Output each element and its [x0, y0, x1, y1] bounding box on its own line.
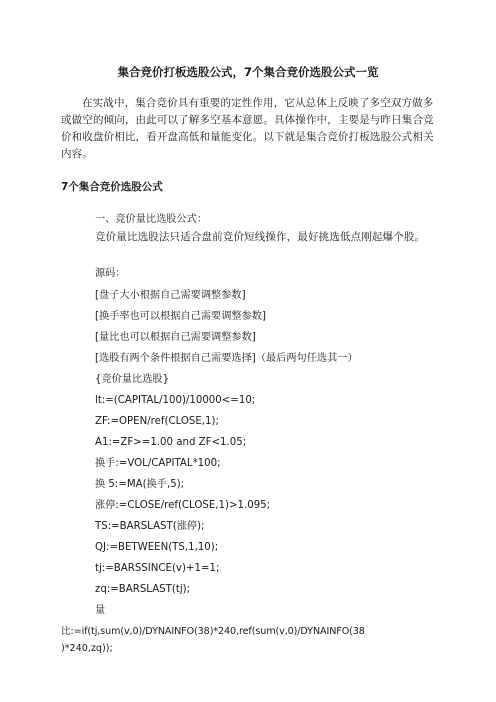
code-line: tj:=BARSSINCE(v)+1=1;	[95, 563, 220, 574]
code-line: [选股有两个条件根据自己需要选择]（最后两句任选其一）	[95, 353, 358, 364]
code-line: ZF:=OPEN/ref(CLOSE,1);	[95, 416, 219, 427]
document-title: 集合竞价打板选股公式，7个集合竞价选股公式一览	[117, 65, 379, 79]
code-line: [盘子大小根据自己需要调整参数]	[95, 290, 246, 301]
code-line: [换手率也可以根据自己需要调整参数]	[95, 311, 266, 322]
code-line: 换手:=VOL/CAPITAL*100;	[95, 458, 221, 469]
sub-heading: 一、竞价量比选股公式：	[95, 214, 208, 225]
source-label: 源码：	[95, 268, 126, 279]
code-line: 涨停:=CLOSE/ref(CLOSE,1)>1.095;	[95, 500, 271, 511]
code-line: [量比也可以根据自己需要调整参数]	[95, 332, 256, 343]
code-line: TS:=BARSLAST(涨停);	[95, 521, 205, 532]
code-line-wrapped: 比:=if(tj,sum(v,0)/DYNAINFO(38)*240,ref(sum(v,0)/DYNAINFO(38	[61, 626, 365, 637]
section-heading: 7个集合竞价选股公式	[61, 181, 163, 193]
description-paragraph: 竞价量比选股法只适合盘前竞价短线操作，最好挑选低点刚起爆个股。	[95, 231, 426, 243]
code-line: 换 5:=MA(换手,5);	[95, 479, 185, 490]
intro-paragraph: 在实战中，集合竞价具有重要的定性作用，它从总体上反映了多空双方做多或做空的倾向，由此可以了解多空基本意愿。具体操作中，主要是与昨日集合竞价和收盘价相比，看开盘高低和量能变化。以下就是集合竞价打板选股公式相关内容。	[61, 97, 434, 160]
code-line: zq:=BARSLAST(tj);	[95, 584, 191, 595]
code-line: QJ:=BETWEEN(TS,1,10);	[95, 542, 219, 553]
code-line: 量	[95, 605, 106, 616]
code-line: A1:=ZF>=1.00 and ZF<1.05;	[95, 437, 247, 448]
code-line: lt:=(CAPITAL/100)/10000<=10;	[95, 395, 256, 406]
code-line-wrapped: )*240,zq));	[61, 643, 113, 654]
code-line: {竞价量比选股}	[95, 374, 170, 385]
